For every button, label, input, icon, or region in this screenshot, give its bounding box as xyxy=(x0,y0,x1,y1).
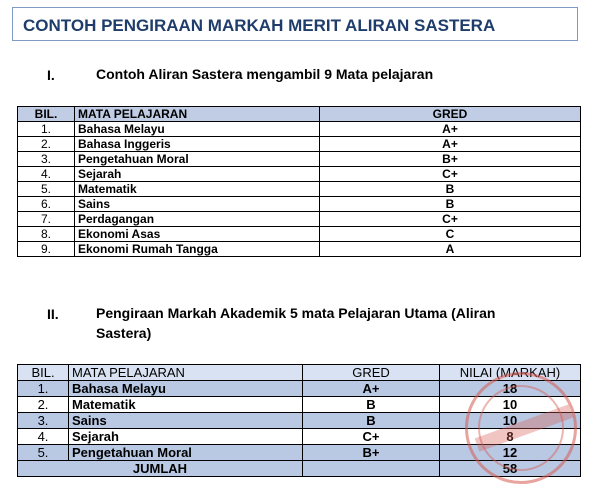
table-row xyxy=(18,137,581,152)
cell-subject: Sains xyxy=(75,197,320,212)
title-box xyxy=(12,7,578,41)
total-spacer xyxy=(303,461,440,477)
cell-grade: B+ xyxy=(303,445,440,461)
cell-bil: 4. xyxy=(18,429,69,445)
table-row xyxy=(18,381,581,397)
table-row xyxy=(18,397,581,413)
cell-subject: Bahasa Melayu xyxy=(75,122,320,137)
cell-bil: 2. xyxy=(18,137,75,152)
cell-bil: 5. xyxy=(18,182,75,197)
cell-grade: C+ xyxy=(320,167,581,182)
cell-subject: Pengetahuan Moral xyxy=(75,152,320,167)
cell-grade: A+ xyxy=(320,137,581,152)
cell-subject: Sejarah xyxy=(75,167,320,182)
cell-subject: Ekonomi Rumah Tangga xyxy=(75,242,320,257)
cell-grade: C+ xyxy=(320,212,581,227)
cell-bil: 6. xyxy=(18,197,75,212)
cell-bil: 4. xyxy=(18,167,75,182)
cell-grade: B xyxy=(320,197,581,212)
cell-grade: B xyxy=(303,413,440,429)
cell-bil: 1. xyxy=(18,381,69,397)
section2-heading-line2: Sastera) xyxy=(96,325,152,341)
cell-bil: 8. xyxy=(18,227,75,242)
col-bil: BIL. xyxy=(18,365,69,381)
cell-grade: B+ xyxy=(320,152,581,167)
col-marks: NILAI (MARKAH) xyxy=(440,365,581,381)
cell-bil: 1. xyxy=(18,122,75,137)
cell-bil: 7. xyxy=(18,212,75,227)
col-grade: GRED xyxy=(320,107,581,122)
section1-number: I. xyxy=(47,67,55,83)
cell-bil: 9. xyxy=(18,242,75,257)
marks-table xyxy=(17,364,581,477)
subjects-table xyxy=(17,106,581,257)
col-subject: MATA PELAJARAN xyxy=(75,107,320,122)
cell-subject: Sejarah xyxy=(69,429,303,445)
table-row xyxy=(18,242,581,257)
table-row xyxy=(18,445,581,461)
table-row xyxy=(18,122,581,137)
cell-grade: A+ xyxy=(303,381,440,397)
col-subject: MATA PELAJARAN xyxy=(69,365,303,381)
table-row xyxy=(18,227,581,242)
section1-heading: Contoh Aliran Sastera mengambil 9 Mata pelajaran xyxy=(96,66,434,82)
cell-subject: Matematik xyxy=(75,182,320,197)
section2-number: II. xyxy=(47,306,59,322)
cell-marks: 10 xyxy=(440,397,581,413)
table-row xyxy=(18,197,581,212)
cell-bil: 5. xyxy=(18,445,69,461)
cell-subject: Bahasa Melayu xyxy=(69,381,303,397)
col-grade: GRED xyxy=(303,365,440,381)
cell-subject: Sains xyxy=(69,413,303,429)
total-row xyxy=(18,461,581,477)
cell-grade: B xyxy=(303,397,440,413)
cell-bil: 3. xyxy=(18,152,75,167)
cell-bil: 2. xyxy=(18,397,69,413)
cell-marks: 12 xyxy=(440,445,581,461)
cell-marks: 18 xyxy=(440,381,581,397)
cell-grade: A+ xyxy=(320,122,581,137)
cell-grade: C+ xyxy=(303,429,440,445)
table-row xyxy=(18,429,581,445)
cell-grade: B xyxy=(320,182,581,197)
cell-marks: 10 xyxy=(440,413,581,429)
cell-marks: 8 xyxy=(440,429,581,445)
table-row xyxy=(18,413,581,429)
cell-subject: Pengetahuan Moral xyxy=(69,445,303,461)
table-header-row xyxy=(18,107,581,122)
page-title: CONTOH PENGIRAAN MARKAH MERIT ALIRAN SASTERA xyxy=(23,16,496,35)
cell-subject: Ekonomi Asas xyxy=(75,227,320,242)
cell-grade: A xyxy=(320,242,581,257)
table-row xyxy=(18,182,581,197)
section2-heading-line1: Pengiraan Markah Akademik 5 mata Pelajaran Utama (Aliran xyxy=(96,305,496,321)
table-row xyxy=(18,152,581,167)
cell-subject: Perdagangan xyxy=(75,212,320,227)
table-row xyxy=(18,167,581,182)
table-header-row xyxy=(18,365,581,381)
cell-grade: C xyxy=(320,227,581,242)
cell-subject: Matematik xyxy=(69,397,303,413)
cell-subject: Bahasa Inggeris xyxy=(75,137,320,152)
table-row xyxy=(18,212,581,227)
total-value: 58 xyxy=(440,461,581,477)
cell-bil: 3. xyxy=(18,413,69,429)
col-bil: BIL. xyxy=(18,107,75,122)
total-label: JUMLAH xyxy=(18,461,303,477)
